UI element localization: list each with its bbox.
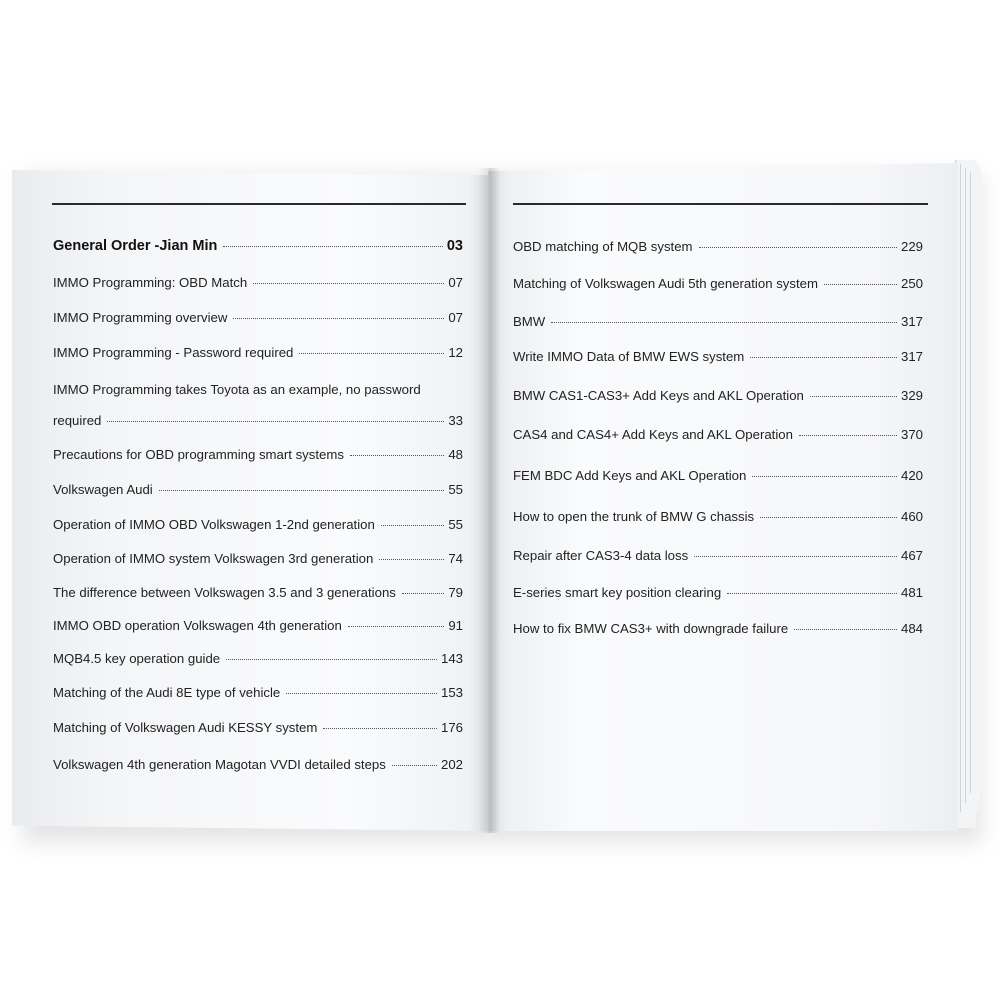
toc-entry-page: 370 bbox=[900, 427, 923, 442]
toc-entry-title: MQB4.5 key operation guide bbox=[53, 651, 221, 666]
toc-entry-title: Matching of the Audi 8E type of vehicle bbox=[53, 685, 281, 700]
toc-entry bbox=[53, 585, 463, 601]
toc-entry-title: IMMO Programming: OBD Match bbox=[53, 275, 248, 290]
dot-leader bbox=[223, 246, 442, 247]
toc-entry bbox=[513, 388, 923, 404]
toc-entry-title: How to open the trunk of BMW G chassis bbox=[513, 509, 755, 524]
toc-entry-page: 202 bbox=[440, 757, 463, 772]
page-edges bbox=[955, 160, 985, 828]
toc-entry bbox=[53, 618, 463, 634]
toc-entry bbox=[513, 349, 923, 365]
right-header-rule bbox=[513, 203, 928, 205]
toc-entry bbox=[513, 548, 923, 564]
toc-entry bbox=[513, 276, 923, 292]
right-page bbox=[488, 163, 958, 831]
toc-entry-title: IMMO Programming overview bbox=[53, 310, 228, 325]
toc-entry-title: Repair after CAS3-4 data loss bbox=[513, 548, 689, 563]
toc-entry bbox=[53, 551, 463, 567]
toc-entry bbox=[53, 447, 463, 463]
toc-entry-page: 03 bbox=[446, 238, 463, 254]
dot-leader bbox=[286, 693, 437, 694]
toc-entry-title: E-series smart key position clearing bbox=[513, 585, 722, 600]
toc-entry bbox=[53, 651, 463, 667]
toc-entry-page: 467 bbox=[900, 548, 923, 563]
dot-leader bbox=[799, 435, 897, 436]
dot-leader bbox=[350, 455, 444, 456]
dot-leader bbox=[551, 322, 897, 323]
toc-entry-title: FEM BDC Add Keys and AKL Operation bbox=[513, 468, 747, 483]
dot-leader bbox=[323, 728, 437, 729]
toc-entry-title: Matching of Volkswagen Audi KESSY system bbox=[53, 720, 318, 735]
dot-leader bbox=[159, 490, 445, 491]
toc-entry bbox=[513, 427, 923, 443]
toc-entry-title: BMW bbox=[513, 314, 546, 329]
toc-entry-page: 55 bbox=[448, 517, 463, 532]
dot-leader bbox=[392, 765, 437, 766]
toc-entry-title: OBD matching of MQB system bbox=[513, 239, 693, 254]
toc-entry bbox=[53, 345, 463, 361]
toc-entry-page: 229 bbox=[900, 239, 923, 254]
toc-entry-page: 153 bbox=[440, 685, 463, 700]
toc-entry-page: 143 bbox=[440, 651, 463, 666]
toc-entry bbox=[53, 413, 463, 429]
toc-entry-page: 55 bbox=[448, 482, 463, 497]
toc-entry-title: Precautions for OBD programming smart systems bbox=[53, 447, 344, 462]
toc-entry-title: How to fix BMW CAS3+ with downgrade failure bbox=[513, 621, 789, 636]
toc-entry-page: 07 bbox=[448, 275, 463, 290]
dot-leader bbox=[233, 318, 444, 319]
toc-entry-page: 07 bbox=[448, 310, 463, 325]
toc-entry-title: The difference between Volkswagen 3.5 and 3 generations bbox=[53, 585, 396, 600]
dot-leader bbox=[794, 629, 897, 630]
dot-leader bbox=[760, 517, 897, 518]
toc-entry-page: 317 bbox=[900, 349, 923, 364]
toc-entry-page: 12 bbox=[448, 345, 463, 360]
toc-entry-title: Volkswagen Audi bbox=[53, 482, 153, 497]
toc-entry bbox=[53, 275, 463, 291]
dot-leader bbox=[381, 525, 445, 526]
toc-entry bbox=[513, 314, 923, 330]
toc-entry-title: IMMO OBD operation Volkswagen 4th generation bbox=[53, 618, 342, 633]
toc-entry-title: Operation of IMMO OBD Volkswagen 1-2nd generation bbox=[53, 517, 375, 532]
dot-leader bbox=[107, 421, 444, 422]
dot-leader bbox=[810, 396, 897, 397]
dot-leader bbox=[402, 593, 444, 594]
toc-entry-page: 176 bbox=[440, 720, 463, 735]
toc-entry-page: 481 bbox=[900, 585, 923, 600]
dot-leader bbox=[379, 559, 444, 560]
toc-entry bbox=[513, 239, 923, 255]
toc-entry-title: Operation of IMMO system Volkswagen 3rd generation bbox=[53, 551, 374, 566]
dot-leader bbox=[226, 659, 437, 660]
toc-entry-page: 48 bbox=[448, 447, 463, 462]
dot-leader bbox=[348, 626, 445, 627]
toc-entry bbox=[53, 310, 463, 326]
toc-entry-page: 79 bbox=[448, 585, 463, 600]
toc-entry-title: Matching of Volkswagen Audi 5th generation system bbox=[513, 276, 818, 291]
left-header-rule bbox=[52, 203, 466, 205]
dot-leader bbox=[727, 593, 897, 594]
toc-entry-page: 484 bbox=[900, 621, 923, 636]
toc-entry-title: Volkswagen 4th generation Magotan VVDI detailed steps bbox=[53, 757, 386, 772]
toc-entry-page: 91 bbox=[448, 618, 463, 633]
toc-entry bbox=[53, 482, 463, 498]
toc-entry-page: 33 bbox=[448, 413, 463, 428]
dot-leader bbox=[253, 283, 444, 284]
dot-leader bbox=[824, 284, 897, 285]
dot-leader bbox=[299, 353, 444, 354]
toc-entry bbox=[53, 757, 463, 773]
toc-entry-title-line1: IMMO Programming takes Toyota as an example, no password bbox=[53, 382, 421, 397]
book-spine bbox=[478, 168, 500, 833]
toc-entry bbox=[513, 509, 923, 525]
toc-entry-title: IMMO Programming - Password required bbox=[53, 345, 294, 360]
dot-leader bbox=[752, 476, 897, 477]
toc-entry bbox=[513, 468, 923, 484]
toc-entry-title: General Order -Jian Min bbox=[53, 238, 218, 254]
toc-entry-title: CAS4 and CAS4+ Add Keys and AKL Operation bbox=[513, 427, 793, 442]
toc-entry bbox=[53, 517, 463, 533]
toc-entry bbox=[53, 720, 463, 736]
toc-entry bbox=[513, 621, 923, 637]
toc-entry-title: BMW CAS1-CAS3+ Add Keys and AKL Operation bbox=[513, 388, 804, 403]
toc-entry-title: Write IMMO Data of BMW EWS system bbox=[513, 349, 745, 364]
toc-entry-page: 250 bbox=[900, 276, 923, 291]
toc-entry-title: required bbox=[53, 413, 102, 428]
toc-entry-page: 329 bbox=[900, 388, 923, 403]
toc-entry-page: 317 bbox=[900, 314, 923, 329]
dot-leader bbox=[699, 247, 897, 248]
toc-entry bbox=[53, 238, 463, 254]
toc-entry bbox=[53, 685, 463, 701]
toc-entry bbox=[513, 585, 923, 601]
toc-entry-page: 74 bbox=[448, 551, 463, 566]
dot-leader bbox=[694, 556, 897, 557]
toc-entry-page: 420 bbox=[900, 468, 923, 483]
toc-entry-page: 460 bbox=[900, 509, 923, 524]
dot-leader bbox=[750, 357, 897, 358]
